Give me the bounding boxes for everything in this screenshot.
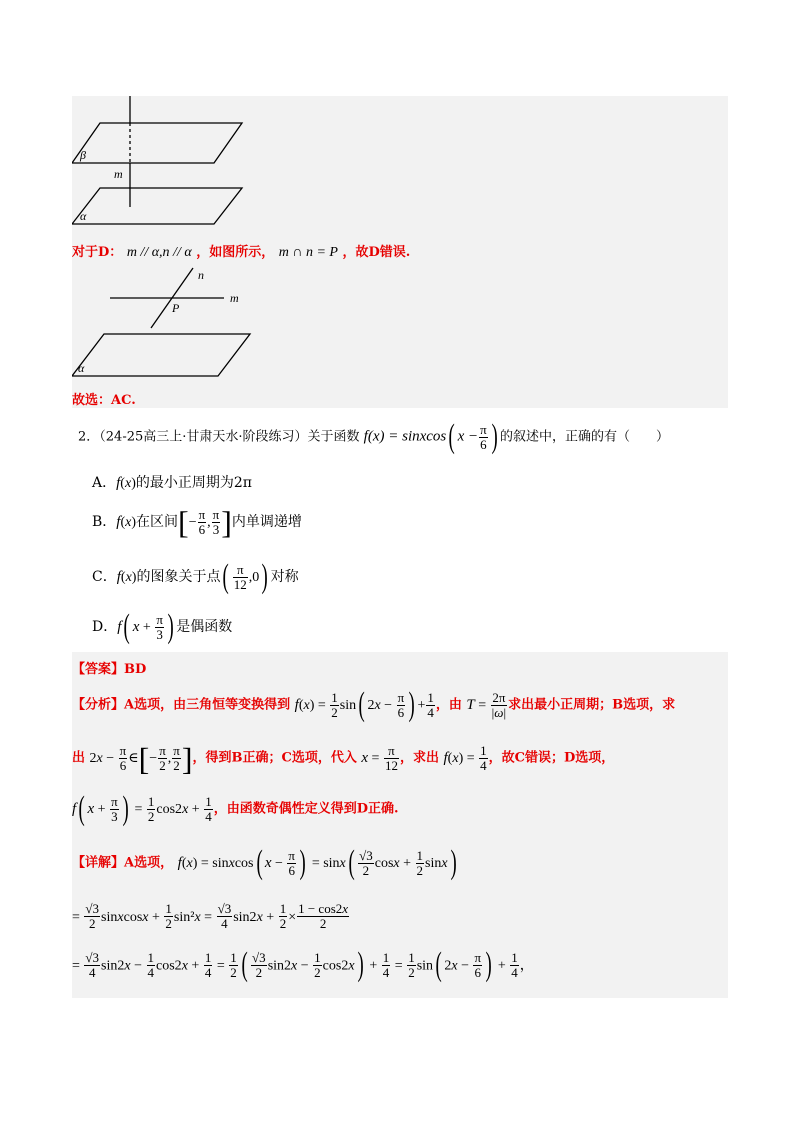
analysis-t4: 出	[72, 750, 86, 766]
option-c-text: 的图象关于点	[136, 569, 221, 585]
option-b-label: B．	[92, 514, 117, 530]
analysis-t7: ，故C错误；D选项，	[488, 750, 615, 766]
option-b-text1: 在区间	[136, 514, 179, 530]
q2-number: 2．	[78, 429, 100, 445]
detail-line-1	[72, 846, 459, 880]
fig2-label-alpha: α	[78, 361, 85, 375]
option-a[interactable]	[92, 472, 252, 492]
q2-source: （24-25高三上·甘肃天水·阶段练习）关于函数	[99, 429, 360, 445]
option-c-zero: ,0	[248, 570, 260, 585]
option-b-frac1: $\frac{\pi}{6}$	[198, 506, 206, 537]
analysis-t2: ，由	[435, 697, 462, 713]
analysis-formula-1: f(x) = $\frac{1}{2}$ sin( 2x − $\frac{\pi}{6}$ ) + $\frac{1}{4}$	[294, 686, 434, 723]
fig1-label-m: m	[114, 167, 123, 181]
option-d-text: 是偶函数	[176, 619, 233, 635]
option-b-text2: 内单调递增	[231, 514, 302, 530]
option-a-text: 的最小正周期为2π	[135, 475, 252, 491]
option-b-bracket-right: ]	[221, 504, 232, 540]
answer-line	[72, 658, 146, 677]
analysis-line-3	[72, 792, 399, 826]
choice-line: 故选：AC.	[72, 393, 136, 408]
option-b-func: f	[116, 514, 121, 530]
option-c-func: f	[116, 569, 121, 585]
analysis-formula-4: f(x) = $\frac{1}{4}$	[443, 742, 487, 773]
fig1-label-alpha: α	[80, 209, 87, 223]
d-cond2: m ∩ n = P	[278, 245, 338, 260]
d-explanation	[72, 241, 410, 261]
option-d[interactable]	[92, 610, 232, 644]
option-d-func: f	[117, 619, 122, 635]
detail-label: 【详解】	[72, 855, 125, 871]
option-b-minus: −	[188, 515, 197, 530]
fig2-plane-alpha	[72, 334, 250, 376]
q2-frac-num: π	[480, 421, 487, 437]
figure-intersecting-lines	[72, 266, 272, 380]
option-b[interactable]	[92, 506, 302, 538]
option-d-paren-left: (	[123, 608, 131, 645]
option-d-paren-right: )	[167, 608, 174, 645]
analysis-t3: 求出最小正周期；B选项，求	[508, 697, 676, 713]
option-d-frac: $\frac{\pi}{3}$	[156, 611, 163, 642]
detail-formula-1: f(x) = sinxcos( x − $\frac{\pi}{6}$ ) = sinx( $\frac{√3}{2}$ cosx + $\frac{1}{2}$ sinx)	[177, 844, 457, 881]
analysis-line-2	[72, 742, 614, 774]
q2-tail: 的叙述中，正确的有（ ）	[500, 429, 670, 445]
fig1-plane-alpha	[72, 188, 242, 224]
option-d-inner: x	[132, 619, 140, 635]
analysis-t6: ，求出	[399, 750, 439, 766]
fig2-label-p: P	[172, 301, 180, 315]
answer-value: BD	[124, 662, 147, 677]
option-c[interactable]	[92, 560, 299, 594]
detail-line-2: = $\frac{√3}{2}$ sinxcosx + $\frac{1}{2}$ sin²x = $\frac{√3}{4}$ sin2x + $\frac{1}{2}$ × $\frac{1 - \cos 2x}{2}$	[72, 901, 349, 931]
fig1-label-beta: β	[80, 148, 86, 162]
option-c-frac: $\frac{\pi}{12}$	[233, 561, 247, 592]
d-mid: ，如图所示，	[196, 245, 275, 260]
option-c-paren-left: (	[223, 558, 230, 595]
option-a-func: f	[116, 475, 121, 491]
analysis-line-1	[72, 688, 675, 722]
option-b-comma: ,	[207, 515, 211, 530]
figure-parallel-planes	[72, 96, 272, 232]
d-prefix: 对于D：	[72, 245, 123, 260]
option-c-text2: 对称	[270, 569, 299, 585]
q2-frac-den: 6	[480, 436, 487, 452]
option-b-bracket-left: [	[178, 504, 189, 540]
option-c-arg: (x)	[120, 570, 137, 585]
option-a-arg: (x)	[120, 476, 136, 491]
analysis-t1: A选项，由三角恒等变换得到	[124, 697, 291, 713]
analysis-formula-3: x = $\frac{\pi}{12}$	[361, 742, 398, 773]
option-c-paren-right: )	[261, 558, 269, 595]
option-b-arg: (x)	[120, 515, 137, 530]
d-cond1: m // α,n // α	[126, 245, 192, 260]
analysis-t5: ，得到B正确；C选项，代入	[192, 750, 357, 766]
analysis-formula-5: f( x + $\frac{\pi}{3}$ ) = $\frac{1}{2}$ cos2x + $\frac{1}{4}$	[72, 790, 212, 827]
answer-label: 【答案】	[72, 662, 125, 677]
q2-inner: x −	[457, 428, 479, 445]
question-2	[78, 420, 669, 454]
q2-paren-right: )	[491, 418, 498, 455]
q2-frac	[479, 423, 488, 452]
option-d-label: D．	[92, 619, 118, 635]
detail-t1: A选项，	[124, 855, 174, 871]
analysis-formula-period: T = $\frac{2\pi}{|\omega|}$	[466, 689, 507, 720]
analysis-t8: ，由函数奇偶性定义得到D正确.	[213, 801, 399, 817]
fig2-label-m: m	[230, 291, 239, 305]
fig1-plane-beta	[72, 123, 242, 163]
option-c-label: C．	[92, 569, 117, 585]
option-d-plus: +	[139, 620, 155, 635]
q2-func: f(x) = sinxcos	[363, 428, 447, 445]
fig2-label-n: n	[198, 268, 204, 282]
analysis-formula-2: 2x − $\frac{\pi}{6}$ ∈[− $\frac{\pi}{2}$ , $\frac{\pi}{2}$ ]	[89, 740, 193, 776]
analysis-label: 【分析】	[72, 697, 125, 713]
q2-paren-left: (	[448, 418, 456, 455]
option-b-frac2: $\frac{\pi}{3}$	[212, 506, 220, 537]
option-a-label: A．	[92, 475, 117, 491]
d-suffix: ，故D错误.	[342, 245, 411, 260]
detail-line-3: = $\frac{√3}{4}$ sin2x − $\frac{1}{4}$ cos2x + $\frac{1}{4}$ = $\frac{1}{2}$ ( $\frac{√3}{2}$ sin2x − $\frac{1}{2}$ cos2x) + $\frac{1}{4}$ = $\frac{1}{2}$ sin( 2x − $\frac{\pi}{6}$ ) + $\frac{1}{4}$ ，	[72, 946, 534, 983]
